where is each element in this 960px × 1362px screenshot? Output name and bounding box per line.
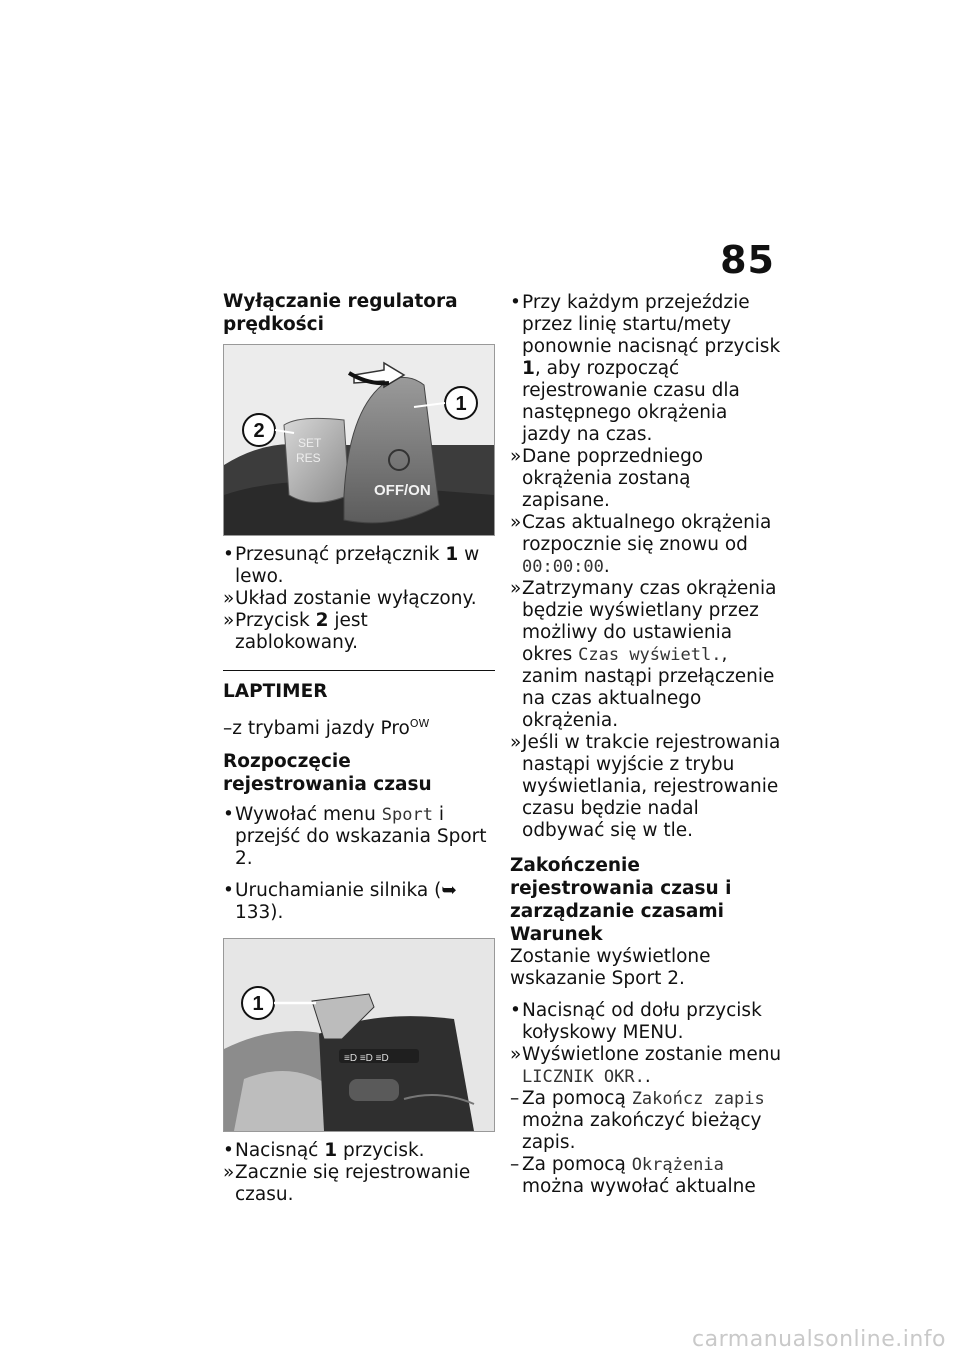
figure-laptimer-button	[223, 938, 495, 1132]
list-item: » Jeśli w trakcie rejestrowania nastąpi wyjście z trybu wyświetlania, rejestrowanie czasu będzie nadal odbywać się w tle.	[510, 732, 781, 841]
callout-2: 2	[253, 420, 265, 442]
set-label: SET	[298, 436, 322, 450]
section-divider	[223, 670, 495, 671]
section-title: LAPTIMER	[223, 681, 328, 702]
heading-end-timing: Zakończenie rejestrowania czasu i zarządzanie czasami	[510, 855, 732, 922]
list-item: » Czas aktualnego okrążenia rozpocznie się znowu od 00:00:00.	[510, 512, 772, 577]
list-item: • Wywołać menu Sport i przejść do wskazania Sport 2.	[223, 804, 487, 870]
list-item: » Zatrzymany czas okrążenia będzie wyświetlany przez możliwy do ustawienia okres Czas wyświetl., zanim nastąpi przełączenie na czas aktualnego okrążenia.	[510, 578, 777, 731]
callout-1: 1	[252, 993, 264, 1016]
right-column	[510, 292, 782, 1198]
cruise-steps	[223, 544, 495, 654]
handlebar-illustration	[224, 939, 494, 1131]
page-number: 85	[720, 238, 775, 282]
condition-text: Zostanie wyświetlone wskazanie Sport 2.	[510, 946, 711, 989]
list-item: – Za pomocą Okrążenia można wywołać aktualne	[510, 1154, 756, 1197]
list-item: » Zacznie się rejestrowanie czasu.	[223, 1162, 471, 1206]
callout-1: 1	[455, 393, 467, 415]
list-item: • Nacisnąć 1 przycisk.	[223, 1140, 425, 1162]
watermark: carmanualsonline.info	[692, 1327, 946, 1352]
list-item: » Układ zostanie wyłączony.	[223, 588, 477, 609]
figure-cruise-switch	[223, 344, 495, 536]
left-column	[223, 290, 495, 1206]
svg-text:≡D ≡D ≡D: ≡D ≡D ≡D	[344, 1053, 389, 1065]
heading-start-timing: Rozpoczęcie rejestrowania czasu	[223, 751, 432, 796]
list-item: » Dane poprzedniego okrążenia zostaną zapisane.	[510, 446, 704, 511]
list-item: • Przy każdym przejeździe przez linię startu/mety ponownie nacisnąć przycisk 1, aby rozpocząć rejestrowanie czasu dla następnego okrążenia jazdy na czas.	[510, 292, 781, 445]
page-ref-arrow-icon: ➥	[441, 880, 457, 902]
heading-condition: Warunek	[510, 924, 603, 945]
res-label: RES	[296, 451, 321, 465]
mode-requirement: –z trybami jazdy Pro$^{OW}$	[223, 717, 430, 740]
list-item: • Nacisnąć od dołu przycisk kołyskowy MENU.	[510, 1000, 762, 1043]
list-item: • Uruchamianie silnika (➥ 133).	[223, 880, 457, 924]
cruise-switch-illustration	[224, 345, 494, 535]
list-item: – Za pomocą Zakończ zapis można zakończyć bieżący zapis.	[510, 1088, 765, 1153]
list-item: » Przycisk 2 jest zablokowany.	[223, 610, 368, 653]
list-item: » Wyświetlone zostanie menu LICZNIK OKR..	[510, 1044, 782, 1087]
offon-label: OFF/ON	[374, 482, 431, 499]
heading-cruise-off: Wyłączanie regulatora prędkości	[223, 291, 458, 335]
list-item: • Przesunąć przełącznik 1 w lewo.	[223, 544, 480, 587]
